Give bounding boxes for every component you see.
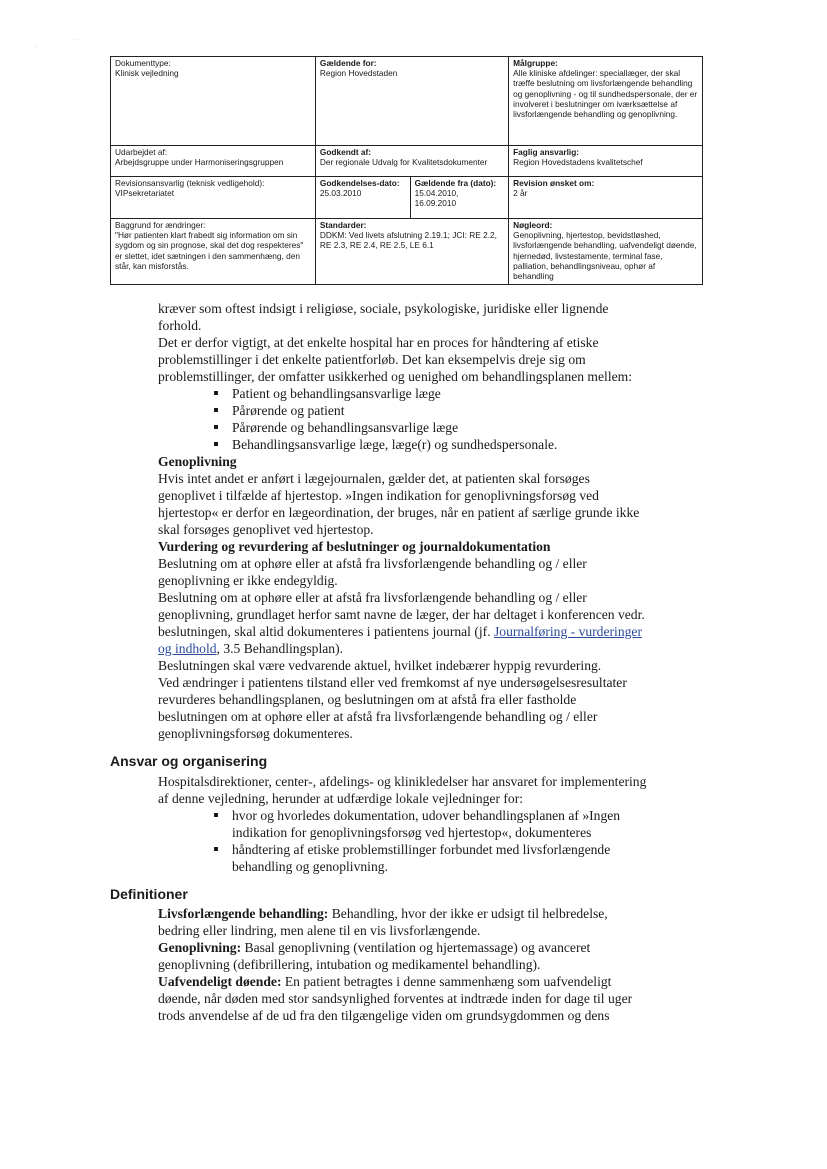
maalgruppe-value: Alle kliniske afdelinger: speciallæger, der skal træffe beslutning om livsforlængende behandling og genoplivning - og til sundhedspersonale, der er involveret i beslutninger om iværksættelse af livsforlængende behandling og genoplivning. (513, 68, 698, 120)
body-line: genoplivning er ikke endegyldig. (158, 573, 338, 588)
standarder-label: Standarder: (319, 220, 367, 230)
body-line: genoplivning, grundlaget herfor samt navne de læger, der har deltaget i konferencen vedr. (158, 607, 645, 622)
cell-gaeldende-fra (410, 177, 509, 219)
maalgruppe-label: Målgruppe: (513, 58, 558, 68)
body-line: beslutningen om at ophøre eller at afstå fra livsforlængende behandling og / eller (158, 709, 598, 724)
body-line: Beslutning om at ophøre eller at afstå fra livsforlængende behandling og / eller (158, 590, 587, 605)
list-item: hvor og hvorledes dokumentation, udover behandlingsplanen af »Ingen indikation for genoplivningsforsøg ved hjertestop«, dokumenteres (214, 807, 694, 841)
body-line: døende, når døden med stor sandsynlighed forventes at indtræde inden for dage til uger (158, 991, 633, 1006)
term-livsforlaengende: Livsforlængende behandling: (158, 906, 329, 921)
journal-link-continued[interactable]: og indhold (158, 641, 217, 656)
text-segment: beslutningen, skal altid dokumenteres i patientens journal (jf. (158, 624, 494, 639)
revision-value: VIPsekretariatet (115, 188, 175, 199)
body-line: revurderes behandlingsplanen, og beslutningen om at afstå fra eller fastholde (158, 692, 577, 707)
godkendt-value: Der regionale Udvalg for Kvalitetsdokumenter (319, 157, 488, 168)
cell-udarbejdet (111, 146, 316, 177)
scan-speck: ˙ ˙ (74, 40, 81, 47)
bullet-icon (214, 847, 218, 851)
heading-ansvar: Ansvar og organisering (110, 753, 268, 769)
body-line: skal forsøges genoplivet ved hjertestop. (158, 522, 374, 537)
body-line: af denne vejledning, herunder at udfærdige lokale vejledninger for: (158, 791, 524, 806)
gaeldende-fra-value-2: 16.09.2010 (414, 198, 457, 209)
metadata-table (110, 56, 703, 285)
body-line: kræver som oftest indsigt i religiøse, sociale, psykologiske, juridiske eller lignende (158, 301, 609, 316)
cell-standarder (315, 219, 508, 285)
dokumenttype-value: Klinisk vejledning (115, 68, 179, 79)
revision-onsket-value: 2 år (513, 188, 528, 199)
noegleord-value: Genoplivning, hjertestop, bevidstløshed, livsforlængende behandling, uafvendeligt døende, hjernedød, livstestamente, terminal fase, palliation, behandlingsniveau, ophør af behandling (513, 230, 697, 282)
list-item: Pårørende og behandlingsansvarlige læge (214, 419, 458, 436)
revision-onsket-label: Revision ønsket om: (513, 178, 595, 188)
body-line: Beslutning om at ophøre eller at afstå fra livsforlængende behandling og / eller (158, 556, 587, 571)
heading-genoplivning: Genoplivning (158, 454, 237, 469)
standarder-value: DDKM: Ved livets afslutning 2.19.1; JCI: RE 2.2, RE 2.3, RE 2.4, RE 2.5, LE 6.1 (319, 230, 497, 251)
bullet-icon (214, 442, 218, 446)
body-line: genoplivningsforsøg dokumenteres. (158, 726, 353, 741)
godkendt-label: Godkendt af: (319, 147, 372, 157)
gaeldende-for-label: Gældende for: (319, 58, 377, 68)
text-segment: Basal genoplivning (ventilation og hjertemassage) og avanceret (241, 940, 591, 955)
dokumenttype-label: Dokumenttype: (115, 58, 171, 68)
body-line: Hvis intet andet er anført i lægejournalen, gælder det, at patienten skal forsøges (158, 471, 590, 486)
body-line (158, 973, 718, 990)
list-item: Patient og behandlingsansvarlige læge (214, 385, 441, 402)
body-line: Hospitalsdirektioner, center-, afdelings- og klinikledelser har ansvaret for implementering (158, 774, 647, 789)
gaeldende-fra-label: Gældende fra (dato): (414, 178, 497, 188)
godkendelsesdato-label: Godkendelses-dato: (319, 178, 400, 188)
body-line: forhold. (158, 318, 202, 333)
revision-label: Revisionsansvarlig (teknisk vedligehold): (115, 178, 265, 188)
cell-baggrund (111, 219, 316, 285)
journal-link[interactable]: Journalføring - vurderinger (494, 624, 642, 639)
list-item: Behandlingsansvarlige læge, læge(r) og sundhedspersonale. (214, 436, 557, 453)
udarbejdet-value: Arbejdsgruppe under Harmoniseringsgruppen (115, 157, 284, 168)
baggrund-label: Baggrund for ændringer: (115, 220, 206, 230)
heading-definitioner: Definitioner (110, 886, 188, 902)
cell-godkendelsesdato (315, 177, 410, 219)
gaeldende-fra-value-1: 15.04.2010, (414, 188, 459, 199)
bullet-icon (214, 391, 218, 395)
text-segment: , 3.5 Behandlingsplan). (216, 641, 344, 656)
cell-revision (111, 177, 316, 219)
cell-noegleord (509, 219, 703, 285)
faglig-value: Region Hovedstadens kvalitetschef (513, 157, 643, 168)
heading-vurdering: Vurdering og revurdering af beslutninger og journaldokumentation (158, 539, 551, 554)
text-segment: En patient betragtes i denne sammenhæng som uafvendeligt (281, 974, 612, 989)
body-line: genoplivning (defibrillering, intubation og medikamentel behandling). (158, 957, 541, 972)
cell-revision-onsket (509, 177, 703, 219)
body-line: trods anvendelse af de ud fra den tilgængelige viden om grundsygdommen og dens (158, 1008, 610, 1023)
body-line: problemstillinger i det enkelte patientforløb. Det kan eksempelvis dreje sig om (158, 352, 586, 367)
noegleord-label: Nøgleord: (513, 220, 553, 230)
bullet-icon (214, 408, 218, 412)
list-item: Pårørende og patient (214, 402, 345, 419)
udarbejdet-label: Udarbejdet af: (115, 147, 168, 157)
text-segment: Behandling, hvor der ikke er udsigt til helbredelse, (328, 906, 608, 921)
cell-faglig (509, 146, 703, 177)
term-uafvendeligt: Uafvendeligt døende: (158, 974, 282, 989)
faglig-label: Faglig ansvarlig: (513, 147, 580, 157)
term-genoplivning: Genoplivning: (158, 940, 242, 955)
baggrund-value: "Hør patienten klart frabedt sig information om sin sygdom og sin prognose, skal det dog respekteres" er slettet, idet sætningen i den sammenhæng, den står, kan misforstås. (115, 230, 304, 271)
cell-gaeldende-for (315, 57, 508, 146)
bullet-icon (214, 813, 218, 817)
body-line: genoplivet i tilfælde af hjertestop. »Ingen indikation for genoplivningsforsøg ved (158, 488, 599, 503)
cell-maalgruppe (509, 57, 703, 146)
body-line: Ved ændringer i patientens tilstand eller ved fremkomst af nye undersøgelsesresultater (158, 675, 627, 690)
godkendelsesdato-value: 25.03.2010 (319, 188, 362, 199)
body-line (158, 905, 718, 922)
scan-speck: · (34, 44, 37, 51)
body-line (158, 939, 718, 956)
body-line: hjertestop« er derfor en lægeordination, der bruges, når en patient af særlige grunde ikke (158, 505, 640, 520)
body-line: problemstillinger, der omfatter usikkerhed og uenighed om behandlingsplanen mellem: (158, 369, 632, 384)
cell-dokumenttype (111, 57, 316, 146)
body-line (158, 623, 718, 640)
cell-godkendt (315, 146, 508, 177)
body-line: Beslutningen skal være vedvarende aktuel, hvilket indebærer hyppig revurdering. (158, 658, 602, 673)
body-line: bedring eller lindring, men alene til en vis livsforlængende. (158, 923, 481, 938)
bullet-icon (214, 425, 218, 429)
body-line: Det er derfor vigtigt, at det enkelte hospital har en proces for håndtering af etiske (158, 335, 599, 350)
list-item: håndtering af etiske problemstillinger forbundet med livsforlængende behandling og genoplivning. (214, 841, 694, 875)
gaeldende-for-value: Region Hovedstaden (319, 68, 398, 79)
body-line (158, 640, 718, 657)
